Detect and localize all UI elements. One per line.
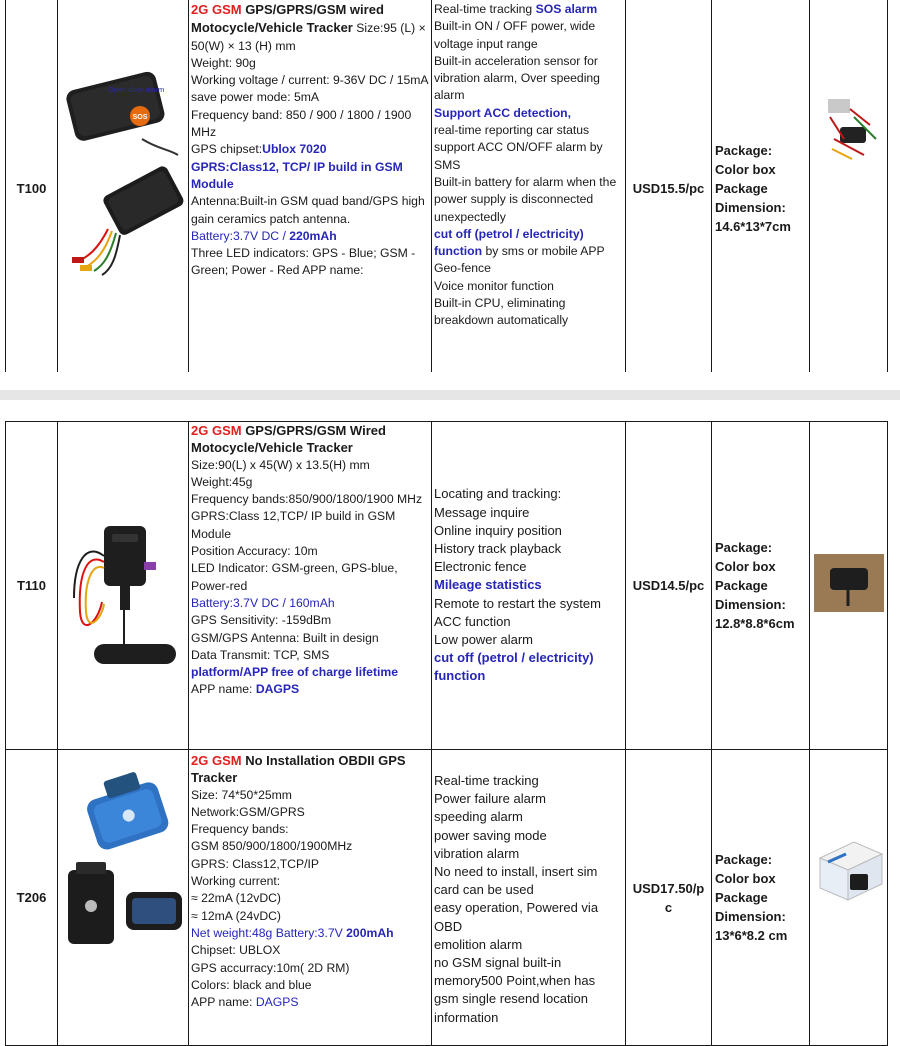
product-table-t110-t206 <box>5 421 888 1046</box>
package-line: Package <box>715 890 768 905</box>
sensitivity-text: GPS Sensitivity: -159dBm <box>191 613 332 628</box>
led-text: LED Indicator: GSM-green, GPS-blue, Power-red <box>191 561 398 593</box>
current-text: ≈ 22mA (12vDC) <box>191 891 281 906</box>
model-name: T100 <box>16 181 47 196</box>
price-text: USD17.50/pc <box>632 880 705 915</box>
price-text: USD14.5/pc <box>632 578 705 593</box>
feature-text: by sms or mobile APP <box>482 244 605 259</box>
package-line: Color box <box>715 162 776 177</box>
size-text: Size:90(L) x 45(W) x 13.5(H) mm <box>191 457 370 472</box>
battery-label: Battery:3.7V DC / <box>191 228 290 243</box>
frequency-label: Frequency bands: <box>191 822 289 837</box>
save-power-text: save power mode: 5mA <box>191 90 320 105</box>
package-line: Package: <box>715 852 773 867</box>
feature-item: vibration alarm <box>434 845 520 861</box>
price-text: USD15.5/pc <box>632 181 705 196</box>
product-image-cell <box>58 750 189 1046</box>
battery-text <box>191 228 429 245</box>
voltage-text: Working voltage / current: 9-36V DC / 15mA <box>191 73 429 88</box>
page-separator <box>0 390 900 400</box>
specification-cell <box>189 422 432 750</box>
model-name: T206 <box>16 890 47 905</box>
feature-item: easy operation, Powered via OBD <box>434 900 599 934</box>
model-cell <box>6 750 58 1046</box>
app-value: DAGPS <box>255 995 299 1010</box>
feature-item: Electronic fence <box>434 559 527 575</box>
features-cell <box>432 422 626 750</box>
table-row <box>6 750 888 1046</box>
weight-text: Weight:45g <box>191 474 253 489</box>
antenna-text: Antenna:Built-in GSM quad band/GPS high gain ceramics patch antenna. <box>191 194 425 226</box>
feature-item: Locating and tracking: <box>434 486 562 502</box>
gprs-text: GPRS:Class12, TCP/ IP build in GSM Module <box>191 159 403 191</box>
feature-item: Built-in CPU, eliminating breakdown automatically <box>434 296 569 328</box>
specification-cell <box>189 0 432 379</box>
feature-item: Real-time tracking <box>434 773 539 788</box>
feature-highlight: cut off (petrol / electricity) function <box>434 226 584 259</box>
model-cell <box>6 0 58 379</box>
accuracy-text: GPS accurracy:10m( 2D RM) <box>191 960 350 975</box>
feature-item: memory500 Point,when has gsm single resend location information <box>434 973 596 1025</box>
package-t110-image <box>810 422 888 744</box>
package-line: 13*6*8.2 cm <box>715 928 788 943</box>
package-image-cell <box>810 750 888 1046</box>
package-cell <box>712 422 810 750</box>
package-line: Package: <box>715 143 773 158</box>
package-line: Package <box>715 578 768 593</box>
price-cell <box>626 422 712 750</box>
package-cell <box>712 0 810 379</box>
package-line: 12.8*8.8*6cm <box>715 616 795 631</box>
package-line: Package: <box>715 540 773 555</box>
tracker-t100-image <box>58 0 189 373</box>
current-text: ≈ 12mA (24vDC) <box>191 908 281 923</box>
specification-cell <box>189 750 432 1046</box>
colors-text: Colors: black and blue <box>191 977 312 992</box>
model-name: T110 <box>17 578 46 593</box>
feature-item <box>434 226 623 261</box>
app-label: APP name: <box>191 995 256 1010</box>
product-title <box>191 752 429 787</box>
network-badge: 2G GSM <box>191 2 242 17</box>
frequency-text: Frequency bands:850/900/1800/1900 MHz <box>191 492 423 507</box>
frequency-text: GSM 850/900/1800/1900MHz <box>191 839 353 854</box>
features-cell <box>432 0 626 379</box>
package-line: Package <box>715 181 768 196</box>
feature-item: speeding alarm <box>434 809 523 825</box>
package-image-cell <box>810 0 888 379</box>
package-t100-image <box>810 0 888 373</box>
package-line: Color box <box>715 559 776 574</box>
feature-item: Message inquire <box>434 504 530 520</box>
chipset-label: GPS chipset: <box>191 142 263 157</box>
feature-item: Built-in ON / OFF power, wide voltage input range <box>434 19 596 51</box>
app-name-text <box>191 681 429 698</box>
battery-text: Battery:3.7V DC / 160mAh <box>191 595 335 610</box>
transmit-text: Data Transmit: TCP, SMS <box>191 647 330 662</box>
tracker-t110-image <box>58 422 189 744</box>
feature-item: emolition alarm <box>434 936 523 952</box>
product-title <box>191 422 429 457</box>
feature-item: no GSM signal built-in <box>434 955 562 971</box>
accuracy-text: Position Accuracy: 10m <box>191 544 318 559</box>
product-image-cell <box>58 0 189 379</box>
package-line: Dimension: <box>715 200 786 215</box>
price-cell <box>626 750 712 1046</box>
tracker-t206-image <box>58 750 189 1040</box>
network-badge: 2G GSM <box>191 753 242 768</box>
feature-item: cut off (petrol / electricity) function <box>434 650 594 684</box>
feature-item: real-time reporting car status support ACC ON/OFF alarm by SMS <box>434 123 603 172</box>
package-line: Dimension: <box>715 597 786 612</box>
feature-item: History track playback <box>434 540 562 556</box>
chipset-text: Chipset: UBLOX <box>191 943 281 958</box>
open-door-label: Open door alarm <box>108 85 165 94</box>
feature-item: Support ACC detection, <box>434 105 571 120</box>
table-row <box>6 422 888 750</box>
package-line: Dimension: <box>715 909 786 924</box>
feature-item: Mileage statistics <box>434 577 542 593</box>
gprs-text: GPRS:Class 12,TCP/ IP build in GSM Module <box>191 509 396 541</box>
package-cell <box>712 750 810 1046</box>
battery-value: 220mAh <box>289 228 337 243</box>
current-label: Working current: <box>191 874 281 889</box>
feature-item: Online inquiry position <box>434 522 562 538</box>
feature-item: Geo-fence <box>434 261 491 276</box>
feature-item: Low power alarm <box>434 632 533 647</box>
platform-text: platform/APP free of charge lifetime <box>191 665 399 680</box>
net-weight-text <box>191 925 429 942</box>
features-cell <box>432 750 626 1046</box>
feature-item: Remote to restart the system <box>434 595 601 611</box>
package-line: Color box <box>715 871 776 886</box>
feature-item: Voice monitor function <box>434 278 554 293</box>
antenna-text: GSM/GPS Antenna: Built in design <box>191 630 379 645</box>
feature-item <box>434 1 623 18</box>
title-text: GPS/GPRS/GSM wired Motocycle/Vehicle Tracker <box>191 2 384 36</box>
feature-item: No need to install, insert sim card can be used <box>434 864 598 898</box>
title-text: GPS/GPRS/GSM Wired Motocycle/Vehicle Tracker <box>191 423 386 456</box>
battery-value: 200mAh <box>346 925 394 940</box>
app-value: DAGPS <box>255 682 300 697</box>
led-text: Three LED indicators: GPS - Blue; GSM - Green; Power - Red APP name: <box>191 246 416 278</box>
feature-item: ACC function <box>434 613 511 629</box>
frequency-text: Frequency band: 850 / 900 / 1800 / 1900 MHz <box>191 107 412 140</box>
price-cell <box>626 0 712 379</box>
package-image-cell <box>810 422 888 750</box>
table-row <box>6 0 888 379</box>
net-weight-label: Net weight:48g Battery:3.7V <box>191 925 347 940</box>
feature-item: Built-in acceleration sensor for vibration alarm, Over speeding alarm <box>434 53 600 103</box>
app-name-text <box>191 994 429 1011</box>
network-badge: 2G GSM <box>191 423 242 438</box>
title-text: No Installation OBDII GPS Tracker <box>191 753 406 786</box>
package-t206-image <box>810 750 888 1040</box>
feature-highlight: SOS alarm <box>535 2 598 16</box>
network-text: Network:GSM/GPRS <box>191 804 305 819</box>
sos-label: SOS <box>132 114 148 121</box>
feature-item: Built-in battery for alarm when the power supply is disconnected unexpectedly <box>434 174 617 224</box>
feature-item: power saving mode <box>434 827 547 843</box>
feature-item: Power failure alarm <box>434 791 546 807</box>
chipset-value: Ublox 7020 <box>262 142 327 157</box>
app-label: APP name: <box>191 682 256 697</box>
product-table-t100 <box>5 0 888 379</box>
package-line: 14.6*13*7cm <box>715 219 791 234</box>
size-text: Size:95 (L) × 50(W) × 13 (H) mm <box>191 21 426 53</box>
product-image-cell <box>58 422 189 750</box>
weight-text: Weight: 90g <box>191 55 256 70</box>
chipset-text <box>191 141 429 158</box>
size-text: Size: 74*50*25mm <box>191 787 292 802</box>
gprs-text: GPRS: Class12,TCP/IP <box>191 856 320 871</box>
feature-text: Real-time tracking <box>434 2 536 16</box>
model-cell <box>6 422 58 750</box>
